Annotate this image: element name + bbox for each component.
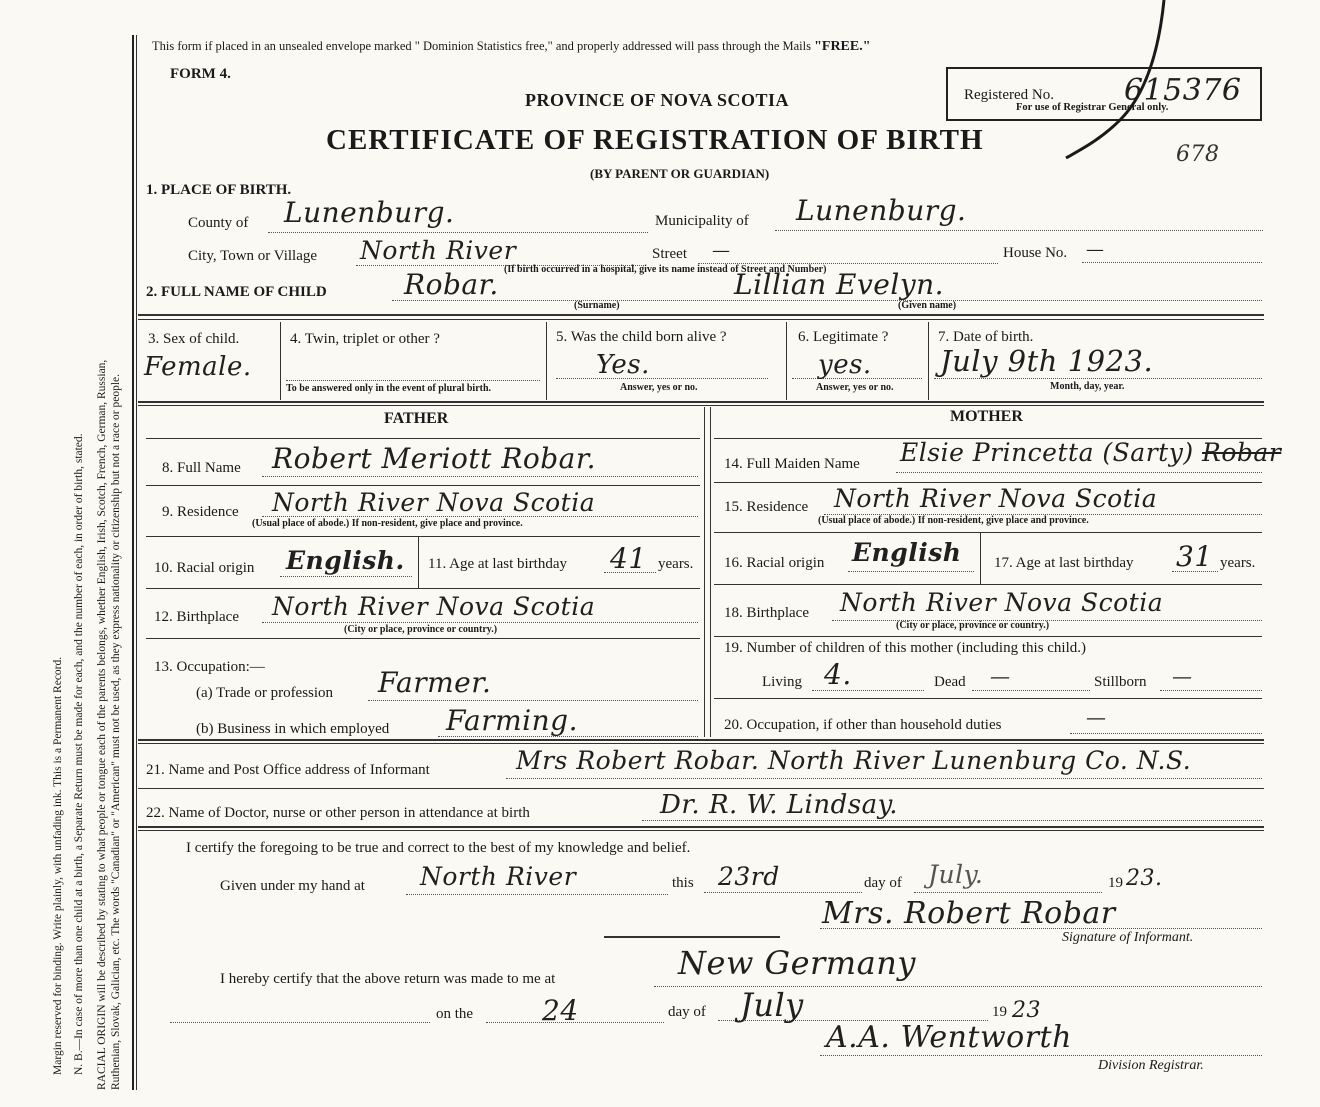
city-value: North River — [360, 236, 517, 265]
mother-birthplace-note: (City or place, province or country.) — [896, 620, 1050, 631]
father-birthplace-note: (City or place, province or country.) — [344, 624, 498, 635]
hospital-note: (If birth occurred in a hospital, give its name instead of Street and Number) — [504, 264, 827, 275]
trade-value: Farmer. — [378, 666, 492, 699]
mother-occupation: — — [1086, 705, 1107, 729]
mother-age: 31 — [1176, 540, 1213, 573]
registrar-month: July — [740, 986, 804, 1024]
registered-note: For use of Registrar General only. — [1016, 102, 1169, 113]
father-age-unit: years. — [658, 556, 694, 572]
county-label: County of — [188, 215, 249, 231]
registrar-year: 23 — [1012, 998, 1041, 1023]
registrar-text: I hereby certify that the above return was made to me at — [220, 971, 556, 987]
surname-note: (Surname) — [574, 300, 620, 311]
legitimate-label: 6. Legitimate ? — [798, 329, 889, 345]
place-of-birth-heading: 1. PLACE OF BIRTH. — [146, 182, 292, 198]
form-number: FORM 4. — [170, 66, 231, 82]
father-race-label: 10. Racial origin — [154, 560, 255, 576]
corner-number: 678 — [1176, 142, 1220, 167]
given-year-prefix: 19 — [1108, 875, 1123, 891]
trade-label: (a) Trade or profession — [196, 685, 334, 701]
day-of-label: day of — [864, 875, 902, 891]
dead-value: — — [990, 664, 1011, 688]
dead-label: Dead — [934, 674, 966, 690]
margin-note-1: Margin reserved for binding. Write plainly, with unfading ink. This is a Permanent Record. — [52, 656, 64, 1075]
child-given-name: Lillian Evelyn. — [734, 268, 945, 301]
registrar-day-of-label: day of — [668, 1004, 706, 1020]
father-heading: FATHER — [384, 410, 449, 427]
given-year-value: 23. — [1126, 866, 1163, 891]
dob-value: July 9th 1923. — [940, 344, 1154, 378]
this-label: this — [672, 875, 694, 891]
informant-signature-label: Signature of Informant. — [1062, 930, 1194, 945]
informant-signature: Mrs. Robert Robar — [822, 896, 1116, 931]
doctor-value: Dr. R. W. Lindsay. — [660, 790, 899, 820]
house-label: House No. — [1003, 245, 1068, 261]
registrar-signature: A.A. Wentworth — [826, 1020, 1072, 1055]
dob-label: 7. Date of birth. — [938, 329, 1034, 345]
mother-name-struck: Robar — [1202, 438, 1282, 467]
mother-birthplace-label: 18. Birthplace — [724, 605, 809, 621]
father-race: English. — [286, 546, 405, 575]
street-label: Street — [652, 246, 687, 262]
occupation-label: 13. Occupation:— — [154, 659, 265, 675]
mother-name: Elsie Princetta (Sarty) Robar — [900, 438, 1282, 467]
mother-name-label: 14. Full Maiden Name — [724, 456, 860, 472]
registrar-signature-label: Division Registrar. — [1098, 1058, 1204, 1073]
mother-age-label: 17. Age at last birthday — [994, 555, 1134, 571]
certify-text: I certify the foregoing to be true and correct to the best of my knowledge and belief. — [186, 840, 691, 856]
father-residence-note: (Usual place of abode.) If non-resident, give place and province. — [252, 518, 523, 529]
father-birthplace-label: 12. Birthplace — [154, 609, 239, 625]
certificate-title: CERTIFICATE OF REGISTRATION OF BIRTH — [326, 124, 984, 156]
margin-note-3: RACIAL ORIGIN will be described by stating to what people or tongue each of the parents belongs, whether English, Irish, Scotch, French, German, Russian, — [96, 359, 108, 1090]
county-value: Lunenburg. — [284, 196, 455, 229]
margin-rule — [132, 35, 134, 1090]
province-title: PROVINCE OF NOVA SCOTIA — [525, 90, 790, 110]
margin-note-2: N. B.—In case of more than one child at a birth, a Separate Return must be made for each, and the number of each, in order of birth, stated. — [73, 433, 85, 1075]
living-label: Living — [762, 674, 802, 690]
given-month-value: July. — [928, 860, 984, 889]
alive-note: Answer, yes or no. — [620, 382, 698, 393]
mother-residence-note: (Usual place of abode.) If non-resident, give place and province. — [818, 515, 1089, 526]
mother-birthplace: North River Nova Scotia — [840, 588, 1164, 617]
mother-occupation-label: 20. Occupation, if other than household duties — [724, 717, 1002, 733]
father-residence-label: 9. Residence — [162, 504, 239, 520]
margin-rule-inner — [136, 35, 137, 1090]
father-residence: North River Nova Scotia — [272, 488, 596, 517]
father-name-label: 8. Full Name — [162, 460, 241, 476]
house-value: — — [1086, 239, 1105, 260]
stillborn-value: — — [1172, 664, 1193, 688]
sex-value: Female. — [144, 352, 252, 382]
child-surname: Robar. — [404, 268, 499, 301]
legitimate-note: Answer, yes or no. — [816, 382, 894, 393]
margin-note-4: Ruthenian, Slovak, Galician, etc. The words "Canadian" or "American" must not be used, as they express nationality or citizenship but not a race or people. — [110, 373, 122, 1090]
mother-race: English — [852, 538, 962, 567]
certificate-subtitle: (BY PARENT OR GUARDIAN) — [590, 166, 770, 181]
given-day-value: 23rd — [718, 862, 780, 891]
mother-age-unit: years. — [1220, 555, 1256, 571]
given-label: Given under my hand at — [220, 878, 365, 894]
business-label: (b) Business in which employed — [196, 721, 390, 737]
dob-note: Month, day, year. — [1050, 381, 1125, 392]
registrar-day: 24 — [542, 994, 579, 1027]
municipality-label: Municipality of — [655, 213, 749, 229]
pen-stroke — [1060, 0, 1180, 170]
business-value: Farming. — [446, 704, 578, 737]
given-at-value: North River — [420, 862, 577, 891]
father-birthplace: North River Nova Scotia — [272, 592, 596, 621]
informant-value: Mrs Robert Robar. North River Lunenburg Co. N.S. — [516, 746, 1192, 775]
registrar-year-prefix: 19 — [992, 1004, 1007, 1020]
twin-note: To be answered only in the event of plural birth. — [286, 383, 492, 394]
registered-label: Registered No. — [964, 87, 1054, 103]
stillborn-label: Stillborn — [1094, 674, 1147, 690]
father-age: 41 — [610, 542, 647, 575]
sex-label: 3. Sex of child. — [148, 331, 240, 347]
father-age-label: 11. Age at last birthday — [428, 556, 567, 572]
street-value: — — [712, 240, 731, 261]
father-name: Robert Meriott Robar. — [272, 442, 597, 475]
informant-label: 21. Name and Post Office address of Informant — [146, 762, 430, 778]
city-label: City, Town or Village — [188, 248, 318, 264]
registered-number: 615376 — [1124, 73, 1242, 108]
mother-race-label: 16. Racial origin — [724, 555, 825, 571]
on-the-label: on the — [436, 1006, 474, 1022]
alive-label: 5. Was the child born alive ? — [556, 329, 727, 345]
doctor-label: 22. Name of Doctor, nurse or other person in attendance at birth — [146, 805, 530, 821]
mother-residence: North River Nova Scotia — [834, 484, 1158, 513]
municipality-value: Lunenburg. — [796, 194, 967, 227]
mother-heading: MOTHER — [950, 408, 1023, 425]
legitimate-value: yes. — [818, 350, 872, 380]
children-count-label: 19. Number of children of this mother (including this child.) — [724, 640, 1087, 656]
registrar-place: New Germany — [678, 944, 916, 982]
twin-label: 4. Twin, triplet or other ? — [290, 331, 440, 347]
living-value: 4. — [824, 658, 852, 691]
alive-value: Yes. — [596, 350, 650, 380]
mother-residence-label: 15. Residence — [724, 499, 809, 515]
mail-note: This form if placed in an unsealed envelope marked " Dominion Statistics free," and properly addressed will pass through the Mails "FREE." — [152, 39, 871, 54]
given-note: (Given name) — [898, 300, 957, 311]
child-name-label: 2. FULL NAME OF CHILD — [146, 284, 327, 300]
